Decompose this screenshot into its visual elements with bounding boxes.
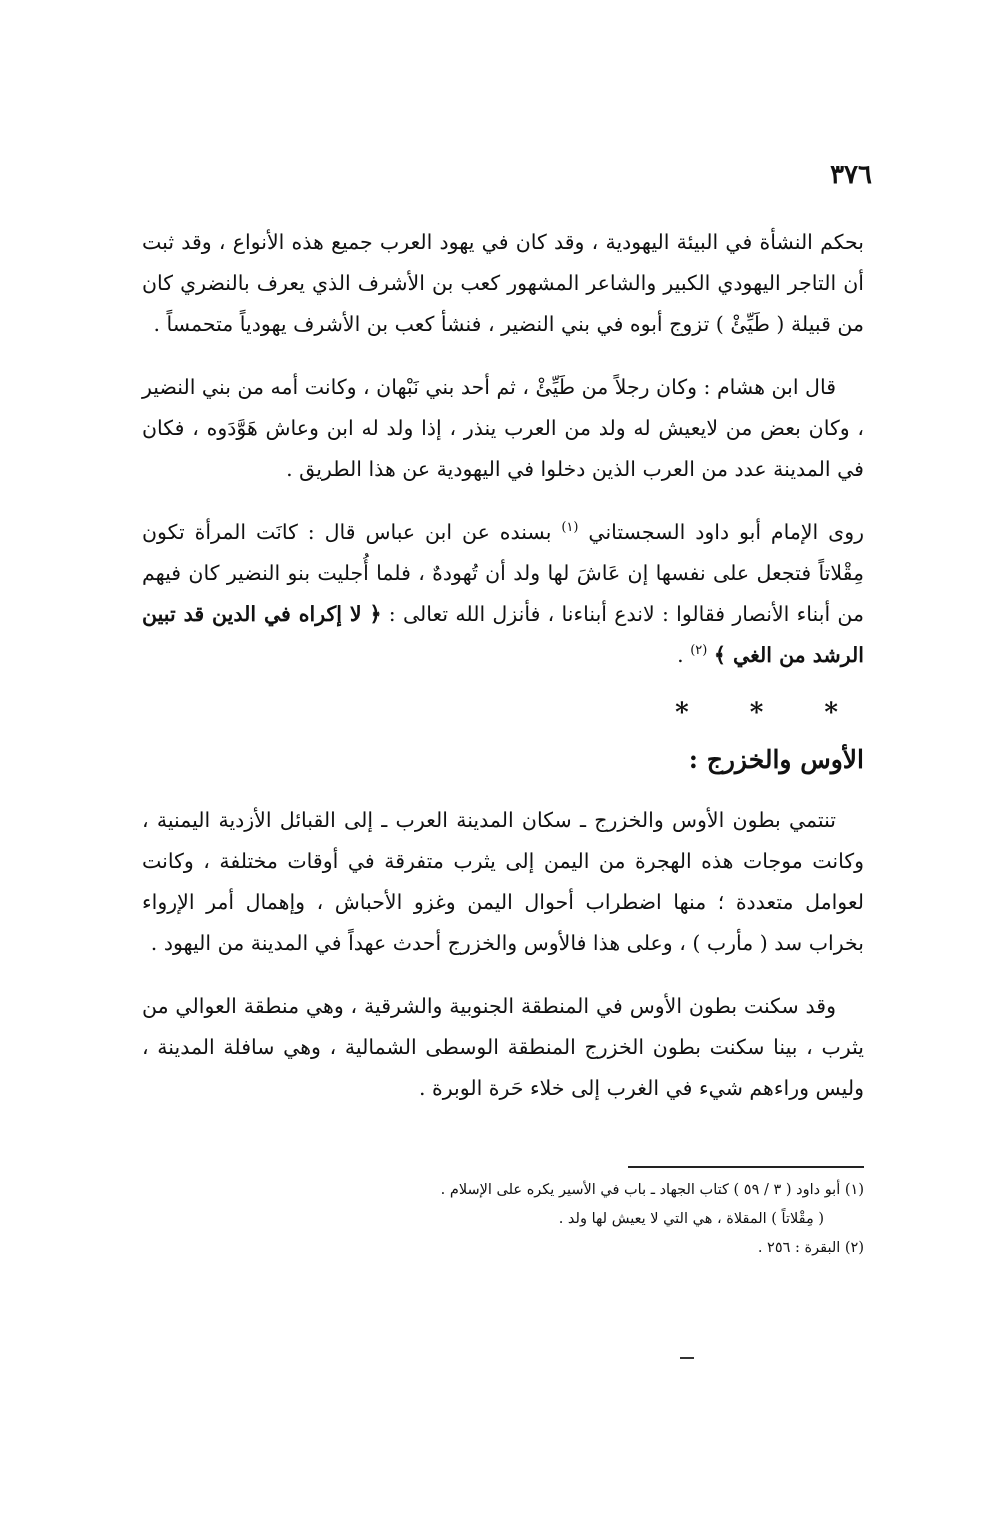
paragraph-2-text: قال ابن هشام : وكان رجلاً من طَيِّئْ ، ثم أحد بني نَبْهان ، وكانت أمه من بني النضير ، وكان بعض من لايعيش له ولد من العرب ينذر ، إذا ولد له ابن وعاش هَوَّدَوه ، فكان في المدينة عدد من العرب الذين دخلوا في اليهودية عن هذا الطريق .	[142, 375, 864, 481]
section-paragraph-1-text: تنتمي بطون الأوس والخزرج ـ سكان المدينة العرب ـ إلى القبائل الأزدية اليمنية ، وكانت موجات هذه الهجرة من اليمن إلى يثرب متفرقة في أوقات مختلفة ، وكانت لعوامل متعددة ؛ منها اضطراب أحوال اليمن وغزو الأحباش ، وإهمال أمر الإرواء بخراب سد ( مأرب ) ، وعلى هذا فالأوس والخزرج أحدث عهداً في المدينة من اليهود .	[142, 808, 864, 955]
footnote-ref-2[interactable]: (٢)	[690, 643, 708, 659]
footnote-divider	[628, 1166, 864, 1168]
section-paragraph-2-text: وقد سكنت بطون الأوس في المنطقة الجنوبية والشرقية ، وهي منطقة العوالي من يثرب ، بينا سكنت بطون الخزرج المنطقة الوسطى الشمالية ، وهي سافلة المدينة ، وليس وراءهم شيء في الغرب إلى خلاء حَرة الوبرة .	[142, 994, 864, 1100]
section-separator: * * *	[675, 698, 864, 728]
page-number: ٣٧٦	[830, 160, 872, 190]
footnote-1: (١) أبو داود ( ٣ / ٥٩ ) كتاب الجهاد ـ باب في الأسير يكره على الإسلام .	[440, 1182, 864, 1198]
main-text	[142, 222, 864, 1131]
section-paragraph-1	[142, 800, 864, 964]
quran-verse: ﴿ لا إكراه في الدين قد تبين الرشد من الغي ﴾	[142, 602, 864, 667]
section-heading: الأوس والخزرج :	[688, 745, 864, 774]
footnote-2: (٢) البقرة : ٢٥٦ .	[757, 1240, 864, 1256]
paragraph-3-text-before: روى الإمام أبو داود السجستاني	[578, 520, 864, 544]
paragraph-3-text-mid: بسنده عن ابن عباس قال : كانَت المرأة تكون مِقْلاتاً فتجعل على نفسها إن عَاشَ لها ولد أن تُهودهٌ ، فلما أُجليت بنو النضير كان فيهم من أبناء الأنصار فقالوا : لاندع أبناءنا ، فأنزل الله تعالى :	[142, 520, 865, 626]
footnote-ref-1[interactable]: (١)	[561, 520, 579, 536]
paragraph-3	[142, 512, 864, 676]
scan-mark	[680, 1357, 694, 1359]
paragraph-2	[142, 367, 864, 490]
footnotes	[142, 1166, 864, 1263]
paragraph-3-text-after: .	[677, 643, 691, 667]
paragraph-1-text: بحكم النشأة في البيئة اليهودية ، وقد كان في يهود العرب جميع هذه الأنواع ، وقد ثبت أن التاجر اليهودي الكبير والشاعر المشهور كعب بن الأشرف الذي يعرف بالنضري كان من قبيلة ( طَيِّئْ ) تزوج أبوه في بني النضير ، فنشأ كعب بن الأشرف يهودياً متحمساً .	[142, 230, 864, 336]
footnote-1-gloss: ( مِقْلاتاً ) المقلاة ، هي التي لا يعيش لها ولد .	[558, 1211, 824, 1227]
paragraph-1	[142, 222, 864, 345]
section-paragraph-2	[142, 986, 864, 1109]
